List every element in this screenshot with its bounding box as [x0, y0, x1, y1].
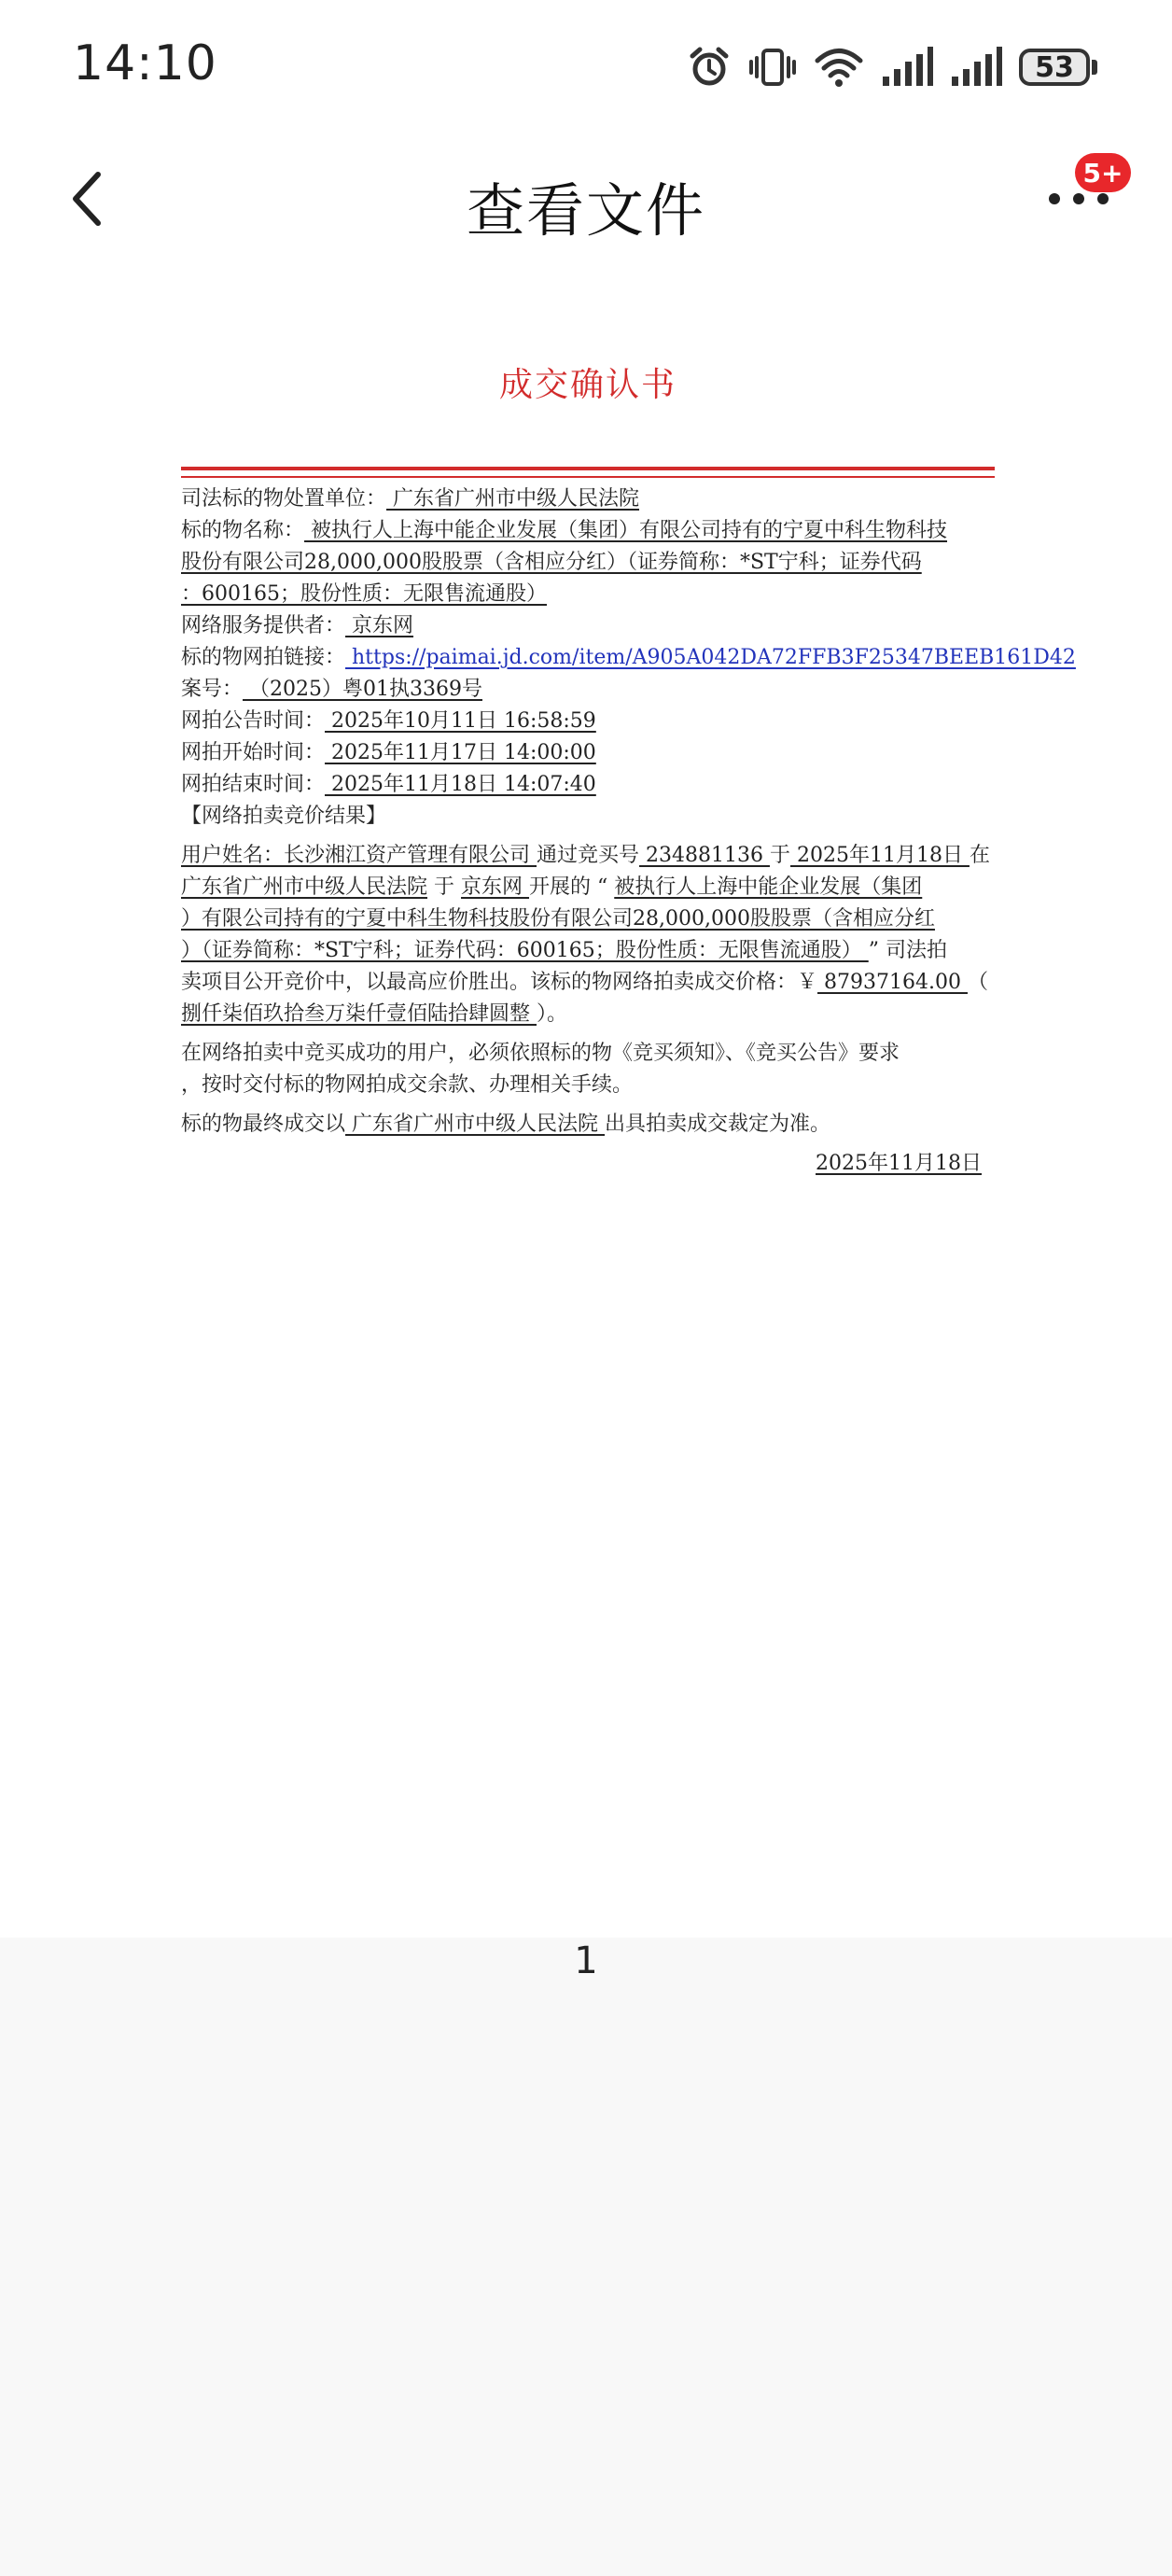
field-label: 司法标的物处置单位：	[181, 487, 387, 511]
court-name: 广东省广州市中级人民法院	[345, 1113, 606, 1136]
document-viewer[interactable]	[0, 280, 1172, 1938]
item-name: ）（证券简称：*ST宁科；证券代码：600165；股份性质：无限售流通股）	[181, 939, 869, 962]
field-value: 广东省广州市中级人民法院	[386, 487, 640, 511]
page-number: 1	[574, 1939, 598, 1982]
battery-level: 53	[1019, 49, 1090, 86]
announce-time-row	[181, 706, 995, 737]
field-value: 2025年11月17日 14:00:00	[325, 741, 596, 764]
title-divider	[181, 476, 995, 478]
case-number-row	[181, 674, 995, 706]
status-time: 14:10	[73, 35, 217, 91]
platform-name: 京东网	[461, 875, 530, 899]
field-label: 网络服务提供者：	[181, 614, 346, 637]
result-text: ” 司法拍	[868, 939, 947, 962]
notice-text: 在网络拍卖中竞买成功的用户，必须依照标的物《竞买须知》、《竞买公告》要求	[181, 1042, 900, 1065]
auction-link[interactable]: https://paimai.jd.com/item/A905A042DA72FFB3F25347BEEB161D42	[345, 646, 1076, 669]
deal-price: 87937164.00	[817, 971, 968, 994]
notification-badge: 5+	[1075, 153, 1131, 192]
final-paragraph	[181, 1109, 995, 1141]
field-label: 案号：	[181, 678, 244, 701]
field-value: 被执行人上海中能企业发展（集团）有限公司持有的宁夏中科生物科技	[304, 519, 948, 542]
item-name: 被执行人上海中能企业发展（集团	[614, 875, 923, 899]
deal-price-words: 捌仟柒佰玖拾叁万柒仟壹佰陆拾肆圆整	[181, 1002, 537, 1026]
bid-number: 234881136	[639, 844, 770, 867]
end-time-row	[181, 769, 995, 801]
final-text: 出具拍卖成交裁定为准。	[605, 1113, 831, 1136]
result-text: 于	[427, 875, 462, 899]
court-name: 广东省广州市中级人民法院	[181, 875, 428, 899]
result-text: 开展的 “	[529, 875, 615, 899]
disposal-unit-row	[181, 483, 995, 515]
item-name: ）有限公司持有的宁夏中科生物科技股份有限公司28,000,000股股票（含相应分红	[181, 907, 935, 931]
notice-paragraph	[181, 1038, 995, 1101]
field-value: （2025）粤01执3369号	[243, 678, 482, 701]
field-label: 标的物名称：	[181, 519, 305, 542]
document-title: 成交确认书	[498, 366, 677, 404]
buyer-name: 用户姓名：长沙湘江资产管理有限公司	[181, 844, 537, 867]
field-label: 网拍开始时间：	[181, 741, 326, 764]
item-name-row	[181, 515, 995, 547]
result-paragraph	[181, 840, 995, 1030]
item-name-row-cont	[181, 579, 995, 610]
more-horizontal-icon	[1047, 189, 1110, 212]
alarm-icon	[687, 45, 732, 90]
page-title: 查看文件	[466, 176, 705, 245]
field-label: 标的物网拍链接：	[181, 646, 346, 669]
provider-row	[181, 610, 995, 642]
field-value: ：600165；股份性质：无限售流通股）	[181, 582, 547, 606]
status-bar	[0, 0, 1172, 131]
item-name-row-cont	[181, 547, 995, 579]
field-value: 2025年10月11日 16:58:59	[325, 709, 596, 733]
vibrate-icon	[748, 45, 797, 90]
result-text: 于	[769, 844, 790, 867]
field-value: 2025年11月18日 14:07:40	[325, 773, 596, 796]
result-text: ）。	[537, 1002, 568, 1026]
result-heading: 【网络拍卖竞价结果】	[181, 805, 387, 828]
page-footer	[0, 1938, 1172, 2576]
final-text: 标的物最终成交以	[181, 1113, 346, 1136]
status-icons	[687, 41, 1099, 93]
field-label: 网拍公告时间：	[181, 709, 326, 733]
wifi-icon	[814, 45, 864, 90]
auction-link-row	[181, 642, 1076, 674]
field-value: 股份有限公司28,000,000股股票（含相应分红）（证券简称：*ST宁科；证券代码	[181, 551, 922, 574]
title-divider	[181, 467, 995, 470]
result-text: 卖项目公开竞价中，以最高应价胜出。该标的物网络拍卖成交价格：￥	[181, 971, 818, 994]
signal-icon	[881, 45, 933, 90]
result-date: 2025年11月18日	[790, 844, 970, 867]
document-date: 2025年11月18日	[816, 1152, 982, 1175]
notice-text: ，按时交付标的物网拍成交余款、办理相关手续。	[181, 1073, 634, 1097]
start-time-row	[181, 737, 995, 769]
document-body	[181, 483, 1076, 1141]
app-header	[0, 140, 1172, 261]
field-label: 网拍结束时间：	[181, 773, 326, 796]
field-value: 京东网	[345, 614, 414, 637]
result-text: （	[967, 971, 988, 994]
signal-icon	[950, 45, 1002, 90]
result-text: 通过竞买号	[537, 844, 640, 867]
result-text: 在	[969, 844, 990, 867]
battery-icon	[1019, 47, 1099, 88]
